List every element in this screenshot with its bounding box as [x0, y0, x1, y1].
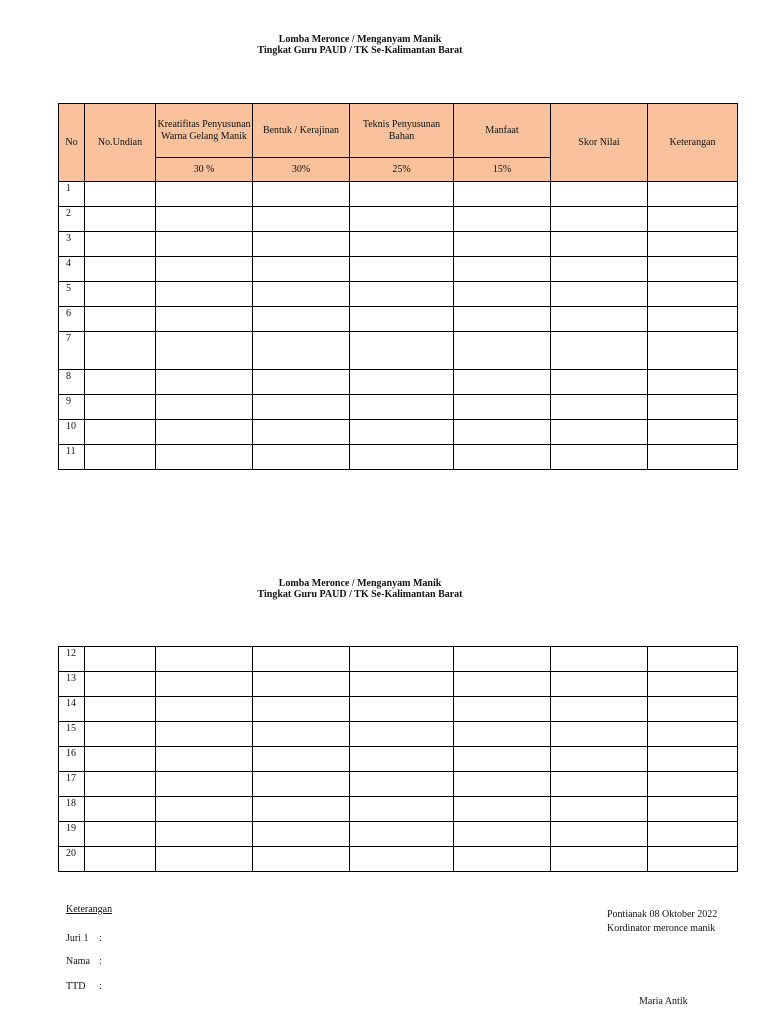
empty-cell	[454, 697, 551, 722]
empty-cell	[551, 257, 648, 282]
weight-bentuk: 30%	[253, 158, 350, 182]
row-number: 8	[59, 370, 85, 395]
empty-cell	[253, 332, 350, 370]
empty-cell	[551, 395, 648, 420]
header-no: No	[59, 104, 85, 182]
table-row	[59, 307, 738, 332]
empty-cell	[648, 722, 738, 747]
empty-cell	[156, 420, 253, 445]
nama-line	[66, 955, 102, 969]
empty-cell	[648, 232, 738, 257]
ttd-colon: :	[99, 981, 102, 992]
empty-cell	[648, 420, 738, 445]
empty-cell	[156, 332, 253, 370]
empty-cell	[253, 797, 350, 822]
empty-cell	[85, 332, 156, 370]
empty-cell	[156, 257, 253, 282]
empty-cell	[253, 182, 350, 207]
empty-cell	[648, 395, 738, 420]
weight-kreatifitas: 30 %	[156, 158, 253, 182]
header-kreatifitas: Kreatifitas Penyusunan Warna Gelang Manik	[156, 104, 253, 158]
empty-cell	[85, 847, 156, 872]
empty-cell	[156, 395, 253, 420]
empty-cell	[85, 797, 156, 822]
empty-cell	[85, 257, 156, 282]
empty-cell	[648, 847, 738, 872]
empty-cell	[648, 307, 738, 332]
table-row	[59, 182, 738, 207]
empty-cell	[454, 797, 551, 822]
empty-cell	[156, 182, 253, 207]
empty-cell	[85, 697, 156, 722]
row-number: 5	[59, 282, 85, 307]
empty-cell	[85, 722, 156, 747]
empty-cell	[648, 182, 738, 207]
nama-colon: :	[99, 956, 102, 967]
row-number: 7	[59, 332, 85, 370]
empty-cell	[551, 420, 648, 445]
empty-cell	[85, 672, 156, 697]
empty-cell	[350, 445, 454, 470]
table-row	[59, 420, 738, 445]
empty-cell	[350, 797, 454, 822]
juri-label: Juri 1	[66, 933, 89, 944]
empty-cell	[551, 282, 648, 307]
empty-cell	[454, 822, 551, 847]
weight-manfaat: 15%	[454, 158, 551, 182]
empty-cell	[85, 420, 156, 445]
empty-cell	[253, 370, 350, 395]
table-row	[59, 332, 738, 370]
empty-cell	[454, 207, 551, 232]
empty-cell	[454, 370, 551, 395]
row-number: 19	[59, 822, 85, 847]
empty-cell	[350, 822, 454, 847]
row-number: 11	[59, 445, 85, 470]
empty-cell	[156, 772, 253, 797]
empty-cell	[551, 207, 648, 232]
empty-cell	[551, 697, 648, 722]
empty-cell	[253, 672, 350, 697]
empty-cell	[253, 722, 350, 747]
empty-cell	[156, 697, 253, 722]
table-row	[59, 282, 738, 307]
table-row	[59, 207, 738, 232]
empty-cell	[350, 182, 454, 207]
empty-cell	[350, 370, 454, 395]
empty-cell	[156, 445, 253, 470]
row-number: 4	[59, 257, 85, 282]
empty-cell	[551, 370, 648, 395]
empty-cell	[253, 282, 350, 307]
empty-cell	[253, 395, 350, 420]
empty-cell	[156, 722, 253, 747]
empty-cell	[454, 182, 551, 207]
empty-cell	[551, 822, 648, 847]
empty-cell	[648, 747, 738, 772]
juri-line	[66, 932, 102, 946]
row-number: 12	[59, 647, 85, 672]
row-number: 18	[59, 797, 85, 822]
empty-cell	[85, 232, 156, 257]
empty-cell	[156, 822, 253, 847]
keterangan-label: Keterangan	[66, 904, 113, 915]
empty-cell	[85, 647, 156, 672]
empty-cell	[454, 647, 551, 672]
empty-cell	[648, 370, 738, 395]
empty-cell	[551, 445, 648, 470]
table-row	[59, 822, 738, 847]
empty-cell	[648, 207, 738, 232]
empty-cell	[454, 420, 551, 445]
table-row	[59, 772, 738, 797]
row-number: 13	[59, 672, 85, 697]
table-row	[59, 747, 738, 772]
empty-cell	[350, 697, 454, 722]
nama-label: Nama	[66, 956, 90, 967]
empty-cell	[648, 697, 738, 722]
empty-cell	[350, 847, 454, 872]
empty-cell	[253, 647, 350, 672]
empty-cell	[85, 747, 156, 772]
empty-cell	[454, 722, 551, 747]
empty-cell	[551, 772, 648, 797]
header-skor: Skor Nilai	[551, 104, 648, 182]
empty-cell	[551, 332, 648, 370]
empty-cell	[454, 772, 551, 797]
empty-cell	[350, 257, 454, 282]
header-manfaat: Manfaat	[454, 104, 551, 158]
empty-cell	[85, 395, 156, 420]
empty-cell	[648, 822, 738, 847]
empty-cell	[350, 772, 454, 797]
empty-cell	[454, 257, 551, 282]
empty-cell	[350, 207, 454, 232]
empty-cell	[156, 672, 253, 697]
score-table-continued	[58, 646, 738, 872]
empty-cell	[454, 395, 551, 420]
header-keterangan: Keterangan	[648, 104, 738, 182]
empty-cell	[253, 232, 350, 257]
row-number: 17	[59, 772, 85, 797]
empty-cell	[551, 747, 648, 772]
empty-cell	[253, 445, 350, 470]
doc-subtitle: Tingkat Guru PAUD / TK Se-Kalimantan Barat	[257, 45, 463, 56]
empty-cell	[350, 332, 454, 370]
empty-cell	[350, 722, 454, 747]
table-row	[59, 847, 738, 872]
signature-block	[607, 908, 719, 936]
empty-cell	[253, 307, 350, 332]
empty-cell	[350, 307, 454, 332]
header-no-undian: No.Undian	[85, 104, 156, 182]
empty-cell	[253, 772, 350, 797]
empty-cell	[648, 332, 738, 370]
empty-cell	[156, 797, 253, 822]
empty-cell	[350, 232, 454, 257]
table-row	[59, 257, 738, 282]
row-number: 2	[59, 207, 85, 232]
empty-cell	[648, 772, 738, 797]
table-row	[59, 722, 738, 747]
row-number: 15	[59, 722, 85, 747]
empty-cell	[156, 847, 253, 872]
empty-cell	[551, 847, 648, 872]
empty-cell	[454, 747, 551, 772]
empty-cell	[350, 672, 454, 697]
empty-cell	[85, 370, 156, 395]
empty-cell	[156, 307, 253, 332]
empty-cell	[454, 445, 551, 470]
place-date: Pontianak 08 Oktober 2022	[607, 909, 718, 920]
ttd-label: TTD	[66, 981, 86, 992]
score-table	[58, 103, 738, 470]
empty-cell	[350, 747, 454, 772]
ttd-line	[66, 980, 102, 994]
doc-title: Lomba Meronce / Menganyam Manik	[278, 34, 442, 45]
empty-cell	[253, 420, 350, 445]
empty-cell	[156, 232, 253, 257]
empty-cell	[454, 672, 551, 697]
empty-cell	[648, 672, 738, 697]
empty-cell	[551, 722, 648, 747]
table-row	[59, 445, 738, 470]
row-number: 9	[59, 395, 85, 420]
row-number: 3	[59, 232, 85, 257]
table-row	[59, 232, 738, 257]
empty-cell	[648, 257, 738, 282]
row-number: 6	[59, 307, 85, 332]
empty-cell	[454, 307, 551, 332]
empty-cell	[454, 332, 551, 370]
empty-cell	[648, 445, 738, 470]
empty-cell	[85, 307, 156, 332]
empty-cell	[253, 747, 350, 772]
table-row	[59, 395, 738, 420]
doc-title-page2: Lomba Meronce / Menganyam Manik	[278, 578, 442, 589]
table-row	[59, 647, 738, 672]
empty-cell	[551, 182, 648, 207]
empty-cell	[350, 647, 454, 672]
empty-cell	[551, 797, 648, 822]
empty-cell	[551, 672, 648, 697]
empty-cell	[156, 282, 253, 307]
row-number: 1	[59, 182, 85, 207]
signer-name: Maria Antik	[639, 996, 688, 1007]
table-row	[59, 370, 738, 395]
empty-cell	[156, 207, 253, 232]
table-row	[59, 697, 738, 722]
juri-colon: :	[99, 933, 102, 944]
empty-cell	[350, 395, 454, 420]
empty-cell	[454, 232, 551, 257]
row-number: 14	[59, 697, 85, 722]
empty-cell	[350, 420, 454, 445]
signer-role: Kordinator meronce manik	[607, 923, 716, 934]
row-number: 20	[59, 847, 85, 872]
empty-cell	[551, 307, 648, 332]
empty-cell	[253, 847, 350, 872]
row-number: 10	[59, 420, 85, 445]
weight-teknis: 25%	[350, 158, 454, 182]
header-teknis: Teknis Penyusunan Bahan	[350, 104, 454, 158]
empty-cell	[648, 282, 738, 307]
empty-cell	[85, 207, 156, 232]
empty-cell	[253, 207, 350, 232]
empty-cell	[253, 257, 350, 282]
empty-cell	[85, 445, 156, 470]
table-row	[59, 672, 738, 697]
empty-cell	[156, 370, 253, 395]
empty-cell	[253, 697, 350, 722]
header-bentuk: Bentuk / Kerajinan	[253, 104, 350, 158]
empty-cell	[350, 282, 454, 307]
empty-cell	[551, 232, 648, 257]
empty-cell	[85, 822, 156, 847]
row-number: 16	[59, 747, 85, 772]
empty-cell	[253, 822, 350, 847]
empty-cell	[156, 647, 253, 672]
empty-cell	[648, 797, 738, 822]
empty-cell	[648, 647, 738, 672]
empty-cell	[156, 747, 253, 772]
empty-cell	[454, 282, 551, 307]
empty-cell	[85, 772, 156, 797]
empty-cell	[85, 182, 156, 207]
empty-cell	[85, 282, 156, 307]
doc-subtitle-page2: Tingkat Guru PAUD / TK Se-Kalimantan Barat	[257, 589, 463, 600]
empty-cell	[551, 647, 648, 672]
empty-cell	[454, 847, 551, 872]
table-row	[59, 797, 738, 822]
